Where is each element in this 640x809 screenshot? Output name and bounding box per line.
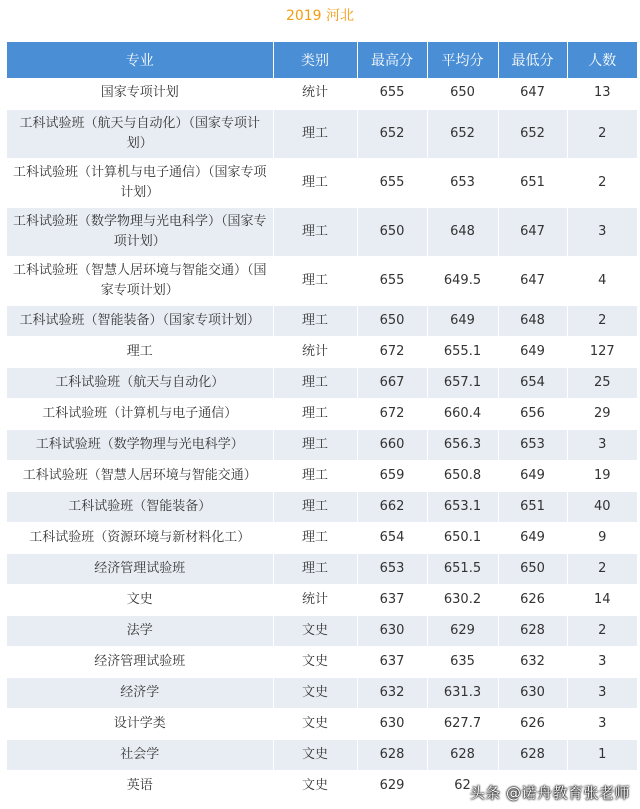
cell-category: 理工	[273, 429, 357, 460]
cell-avg-score: 657.1	[427, 367, 498, 398]
cell-count: 13	[567, 78, 637, 109]
cell-avg-score: 649.5	[427, 256, 498, 305]
cell-avg-score: 649	[427, 305, 498, 336]
cell-count: 40	[567, 491, 637, 522]
cell-category: 理工	[273, 256, 357, 305]
cell-category: 文史	[273, 615, 357, 646]
cell-max-score: 630	[357, 615, 427, 646]
cell-max-score: 655	[357, 158, 427, 207]
table-row	[7, 584, 637, 615]
cell-count: 2	[567, 615, 637, 646]
header-min-score: 最低分	[498, 42, 567, 78]
header-category: 类别	[273, 42, 357, 78]
cell-max-score: 662	[357, 491, 427, 522]
cell-count: 2	[567, 109, 637, 158]
cell-avg-score: 655.1	[427, 336, 498, 367]
cell-major: 工科试验班（智能装备）（国家专项计划）	[7, 305, 273, 336]
cell-avg-score: 631.3	[427, 677, 498, 708]
cell-category: 理工	[273, 305, 357, 336]
cell-count: 3	[567, 646, 637, 677]
cell-min-score: 630	[498, 677, 567, 708]
cell-min-score: 626	[498, 584, 567, 615]
cell-category: 文史	[273, 677, 357, 708]
table-row	[7, 553, 637, 584]
cell-min-score: 652	[498, 109, 567, 158]
cell-count: 29	[567, 398, 637, 429]
cell-category: 理工	[273, 522, 357, 553]
table-row	[7, 491, 637, 522]
cell-major: 工科试验班（智慧人居环境与智能交通）（国家专项计划）	[7, 256, 273, 305]
cell-major: 经济学	[7, 677, 273, 708]
cell-major: 工科试验班（资源环境与新材料化工）	[7, 522, 273, 553]
cell-count: 1	[567, 739, 637, 770]
watermark: 头条 @诺舟教育张老师	[469, 784, 630, 802]
cell-category: 理工	[273, 460, 357, 491]
cell-max-score: 653	[357, 553, 427, 584]
cell-category: 统计	[273, 78, 357, 109]
table-header-row	[7, 42, 637, 78]
cell-min-score: 647	[498, 256, 567, 305]
cell-max-score: 630	[357, 708, 427, 739]
cell-min-score: 651	[498, 491, 567, 522]
table-row	[7, 367, 637, 398]
cell-max-score: 655	[357, 78, 427, 109]
table-row	[7, 398, 637, 429]
cell-avg-score: 653.1	[427, 491, 498, 522]
table-row	[7, 78, 637, 109]
cell-min-score: 649	[498, 522, 567, 553]
table-row	[7, 429, 637, 460]
table-row	[7, 460, 637, 491]
cell-category: 理工	[273, 553, 357, 584]
cell-major: 理工	[7, 336, 273, 367]
cell-min-score: 656	[498, 398, 567, 429]
cell-min-score: 654	[498, 367, 567, 398]
table-row	[7, 256, 637, 305]
table-row	[7, 522, 637, 553]
cell-major: 社会学	[7, 739, 273, 770]
cell-min-score: 626	[498, 708, 567, 739]
cell-avg-score: 660.4	[427, 398, 498, 429]
cell-min-score: 651	[498, 158, 567, 207]
cell-min-score: 649	[498, 336, 567, 367]
cell-avg-score: 628	[427, 739, 498, 770]
table-row	[7, 336, 637, 367]
cell-avg-score: 648	[427, 207, 498, 256]
header-avg-score: 平均分	[427, 42, 498, 78]
table-row	[7, 305, 637, 336]
cell-max-score: 652	[357, 109, 427, 158]
cell-major: 工科试验班（智能装备）	[7, 491, 273, 522]
cell-max-score: 628	[357, 739, 427, 770]
cell-avg-score: 629	[427, 615, 498, 646]
page-title: 2019 河北	[285, 8, 355, 24]
table-row	[7, 708, 637, 739]
cell-max-score: 672	[357, 336, 427, 367]
cell-min-score: 628	[498, 615, 567, 646]
cell-max-score: 655	[357, 256, 427, 305]
table-row	[7, 109, 637, 158]
cell-min-score: 653	[498, 429, 567, 460]
cell-category: 统计	[273, 336, 357, 367]
cell-avg-score: 630.2	[427, 584, 498, 615]
table-row	[7, 677, 637, 708]
cell-min-score: 632	[498, 646, 567, 677]
cell-major: 工科试验班（计算机与电子通信）	[7, 398, 273, 429]
cell-major: 工科试验班（智慧人居环境与智能交通）	[7, 460, 273, 491]
cell-max-score: 659	[357, 460, 427, 491]
cell-avg-score: 653	[427, 158, 498, 207]
cell-count: 14	[567, 584, 637, 615]
table-row	[7, 739, 637, 770]
cell-avg-score: 635	[427, 646, 498, 677]
cell-category: 文史	[273, 646, 357, 677]
cell-avg-score: 650	[427, 78, 498, 109]
cell-max-score: 629	[357, 770, 427, 801]
cell-min-score: 647	[498, 207, 567, 256]
cell-min-score: 648	[498, 305, 567, 336]
cell-major: 设计学类	[7, 708, 273, 739]
header-count: 人数	[567, 42, 637, 78]
cell-max-score: 650	[357, 207, 427, 256]
cell-count: 3	[567, 207, 637, 256]
cell-major: 工科试验班（航天与自动化）	[7, 367, 273, 398]
cell-min-score: 649	[498, 460, 567, 491]
cell-avg-score: 650.8	[427, 460, 498, 491]
cell-avg-score: 651.5	[427, 553, 498, 584]
cell-count: 2	[567, 158, 637, 207]
table-row	[7, 207, 637, 256]
cell-count: 2	[567, 305, 637, 336]
cell-count: 19	[567, 460, 637, 491]
cell-major: 英语	[7, 770, 273, 801]
cell-count: 3	[567, 429, 637, 460]
cell-major: 经济管理试验班	[7, 646, 273, 677]
cell-avg-score: 650.1	[427, 522, 498, 553]
cell-count: 4	[567, 256, 637, 305]
table-row	[7, 158, 637, 207]
cell-major: 工科试验班（数学物理与光电科学）	[7, 429, 273, 460]
cell-count: 3	[567, 708, 637, 739]
cell-category: 理工	[273, 398, 357, 429]
cell-avg-score: 627.7	[427, 708, 498, 739]
cell-avg-score: 62	[427, 770, 498, 801]
cell-max-score: 667	[357, 367, 427, 398]
cell-category: 理工	[273, 207, 357, 256]
header-max-score: 最高分	[357, 42, 427, 78]
cell-max-score: 637	[357, 584, 427, 615]
table-row	[7, 615, 637, 646]
cell-count: 3	[567, 677, 637, 708]
cell-min-score: 650	[498, 553, 567, 584]
cell-count: 127	[567, 336, 637, 367]
cell-major: 法学	[7, 615, 273, 646]
cell-avg-score: 656.3	[427, 429, 498, 460]
cell-category: 理工	[273, 158, 357, 207]
cell-major: 文史	[7, 584, 273, 615]
cell-count: 25	[567, 367, 637, 398]
cell-max-score: 632	[357, 677, 427, 708]
cell-count: 2	[567, 553, 637, 584]
cell-category: 理工	[273, 491, 357, 522]
table-row	[7, 646, 637, 677]
cell-max-score: 637	[357, 646, 427, 677]
cell-category: 文史	[273, 770, 357, 801]
cell-category: 文史	[273, 708, 357, 739]
cell-major: 国家专项计划	[7, 78, 273, 109]
cell-major: 经济管理试验班	[7, 553, 273, 584]
cell-category: 统计	[273, 584, 357, 615]
cell-major: 工科试验班（航天与自动化）（国家专项计划）	[7, 109, 273, 158]
cell-major: 工科试验班（计算机与电子通信）（国家专项计划）	[7, 158, 273, 207]
header-major: 专业	[7, 42, 273, 78]
cell-category: 理工	[273, 109, 357, 158]
cell-avg-score: 652	[427, 109, 498, 158]
cell-major: 工科试验班（数学物理与光电科学）（国家专项计划）	[7, 207, 273, 256]
cell-max-score: 650	[357, 305, 427, 336]
cell-category: 理工	[273, 367, 357, 398]
cell-count: 9	[567, 522, 637, 553]
cell-max-score: 654	[357, 522, 427, 553]
cell-max-score: 672	[357, 398, 427, 429]
cell-max-score: 660	[357, 429, 427, 460]
cell-min-score: 647	[498, 78, 567, 109]
cell-category: 文史	[273, 739, 357, 770]
score-table	[7, 42, 637, 802]
cell-min-score: 628	[498, 739, 567, 770]
